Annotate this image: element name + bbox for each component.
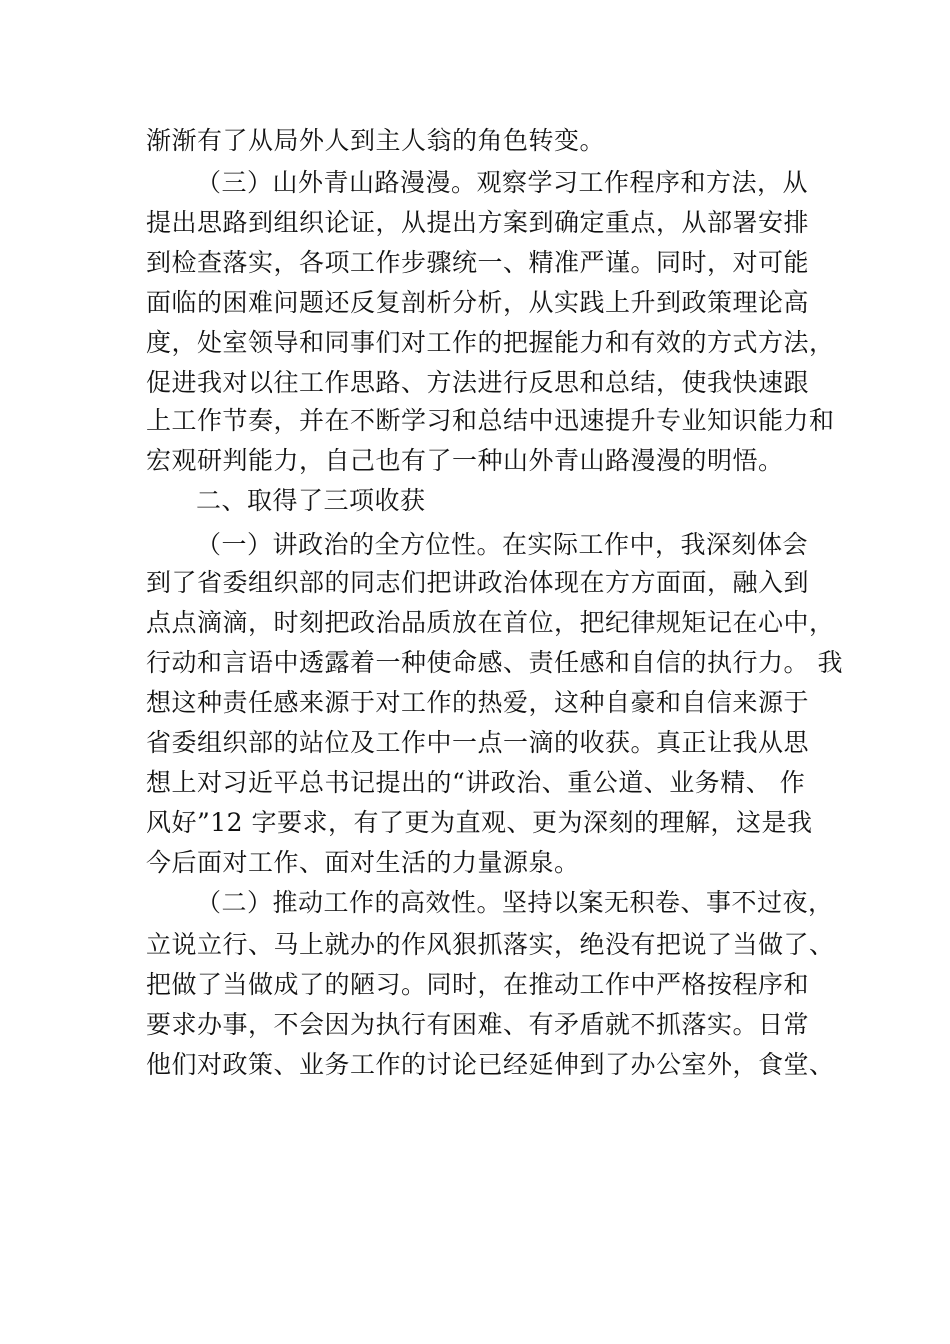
text-line: 宏观研判能力，自己也有了一种山外青山路漫漫的明悟。 [146, 446, 784, 475]
text-line: 到了省委组织部的同志们把讲政治体现在方方面面，融入到 [146, 568, 810, 597]
text-line: 想这种责任感来源于对工作的热爱，这种自豪和自信来源于 [146, 688, 810, 717]
text-line: 把做了当做成了的陋习。同时，在推动工作中严格按程序和 [146, 970, 810, 999]
text-line: 渐渐有了从局外人到主人翁的角色转变。 [146, 126, 606, 155]
text-line: 提出思路到组织论证，从提出方案到确定重点，从部署安排 [146, 208, 810, 237]
section-heading: 二、取得了三项收获 [196, 486, 426, 515]
text-line: 点点滴滴，时刻把政治品质放在首位，把纪律规矩记在心中， [146, 608, 835, 637]
paragraph-heading-2: （二）推动工作的高效性。坚持以案无积卷、事不过夜， [196, 888, 834, 917]
text-line: 面临的困难问题还反复剖析分析，从实践上升到政策理论高 [146, 288, 810, 317]
paragraph-heading-3: （三）山外青山路漫漫。观察学习工作程序和方法，从 [196, 168, 809, 197]
text-line: 上工作节奏，并在不断学习和总结中迅速提升专业知识能力和 [146, 406, 835, 435]
text-line: 要求办事，不会因为执行有困难、有矛盾就不抓落实。日常 [146, 1010, 810, 1039]
text-line: 风好”12 字要求，有了更为直观、更为深刻的理解，这是我 [146, 808, 813, 837]
text-line: 行动和言语中透露着一种使命感、责任感和自信的执行力。 我 [146, 648, 843, 677]
text-line: 他们对政策、业务工作的讨论已经延伸到了办公室外，食堂、 [146, 1050, 835, 1079]
text-line: 度，处室领导和同事们对工作的把握能力和有效的方式方法， [146, 328, 835, 357]
text-line: 促进我对以往工作思路、方法进行反思和总结，使我快速跟 [146, 368, 810, 397]
text-line: 到检查落实，各项工作步骤统一、精准严谨。同时，对可能 [146, 248, 810, 277]
paragraph-heading-1: （一）讲政治的全方位性。在实际工作中，我深刻体会 [196, 530, 809, 559]
text-line: 省委组织部的站位及工作中一点一滴的收获。真正让我从思 [146, 728, 810, 757]
text-line: 今后面对工作、面对生活的力量源泉。 [146, 848, 580, 877]
text-line: 立说立行、马上就办的作风狠抓落实，绝没有把说了当做了、 [146, 930, 835, 959]
text-line: 想上对习近平总书记提出的“讲政治、重公道、业务精、 作 [146, 768, 806, 797]
